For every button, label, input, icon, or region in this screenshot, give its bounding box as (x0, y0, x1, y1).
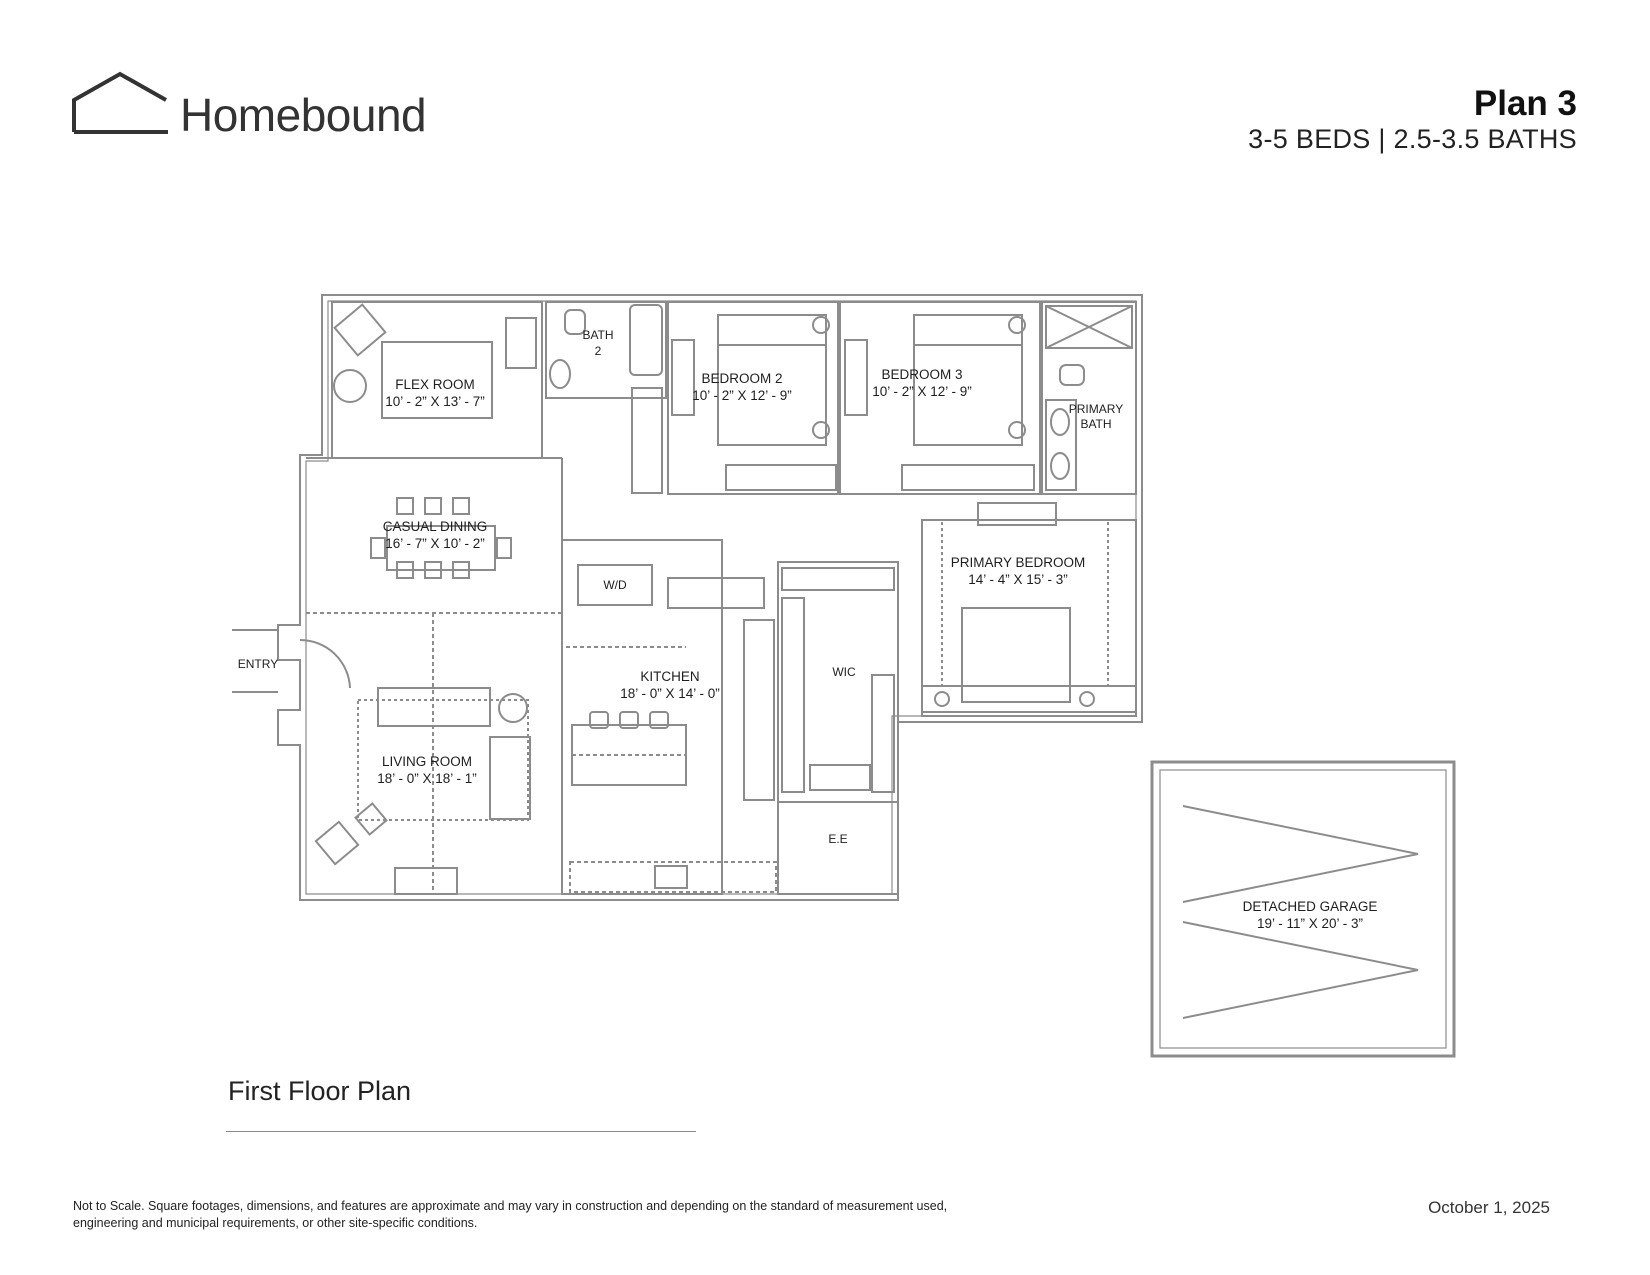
disclaimer-line-2: engineering and municipal requirements, or other site-specific conditions. (73, 1216, 478, 1230)
brand-name: Homebound (180, 89, 427, 141)
disclaimer-line-1: Not to Scale. Square footages, dimensions, and features are approximate and may vary in construction and depending on the standard of measurement used, (73, 1199, 948, 1213)
bedroom-2-label: BEDROOM 2 (701, 371, 783, 386)
casual-dining-size: 16’ - 7” X 10’ - 2” (385, 536, 485, 551)
caption-divider (226, 1131, 696, 1132)
living-room-label: LIVING ROOM (381, 754, 473, 769)
garage-label: DETACHED GARAGE (1242, 899, 1378, 914)
primary-bedroom-size: 14’ - 4” X 15’ - 3” (968, 572, 1068, 587)
bedroom-3-size: 10’ - 2” X 12’ - 9” (872, 384, 972, 399)
wic-label: WIC (832, 665, 856, 679)
bath-2-label: BATH (582, 328, 614, 342)
kitchen-size: 18’ - 0” X 14’ - 0” (620, 686, 720, 701)
garage-size: 19’ - 11” X 20’ - 3” (1256, 916, 1364, 931)
kitchen-label: KITCHEN (640, 669, 700, 684)
plan-date: October 1, 2025 (1428, 1198, 1550, 1217)
bedroom-2-size: 10’ - 2” X 12’ - 9” (692, 388, 792, 403)
bedroom-3-label: BEDROOM 3 (881, 367, 963, 382)
bath-2-number: 2 (594, 344, 602, 358)
primary-bath-label: PRIMARY (1068, 402, 1124, 416)
entry-label: ENTRY (237, 657, 279, 671)
plan-summary: 3-5 BEDS | 2.5-3.5 BATHS (1248, 124, 1577, 154)
disclaimer (73, 1198, 1053, 1232)
plan-title: Plan 3 (1473, 84, 1577, 123)
primary-bath-label-2: BATH (1080, 417, 1112, 431)
floor-plan-caption: First Floor Plan (228, 1076, 412, 1106)
flex-room-size: 10’ - 2” X 13’ - 7” (385, 394, 485, 409)
living-room-size: 18’ - 0” X 18’ - 1” (377, 771, 477, 786)
flex-room-label: FLEX ROOM (395, 377, 475, 392)
primary-bedroom-label: PRIMARY BEDROOM (950, 555, 1086, 570)
washer-dryer-label: W/D (603, 578, 627, 592)
ee-label: E.E (828, 832, 848, 846)
casual-dining-label: CASUAL DINING (382, 519, 488, 534)
